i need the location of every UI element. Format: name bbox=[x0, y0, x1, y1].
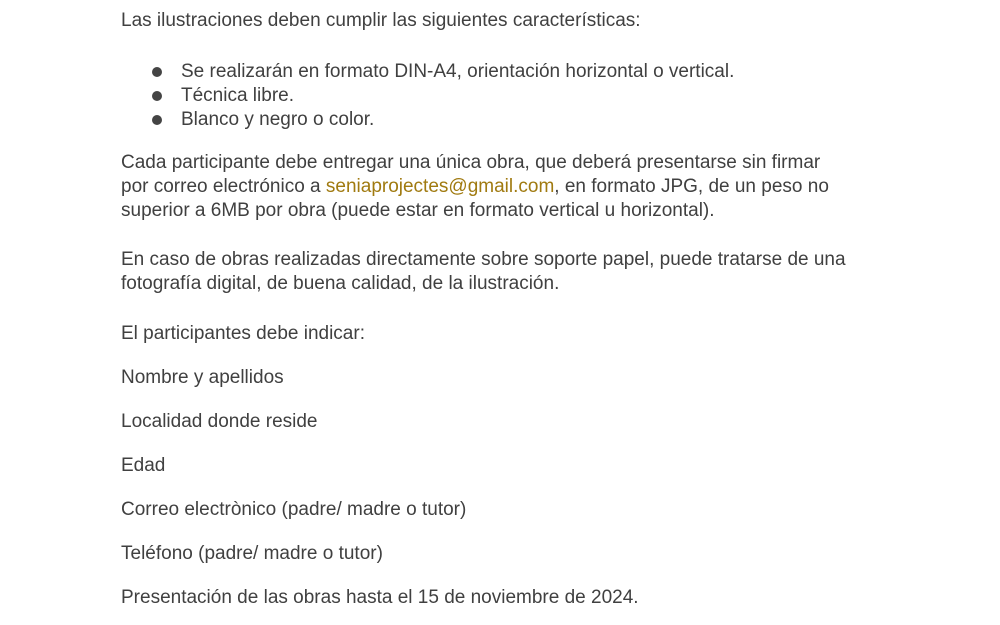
bullet-item-color: Blanco y negro o color. bbox=[181, 109, 375, 130]
bullet-item-technique: Técnica libre. bbox=[181, 85, 294, 106]
submission-line-2-start: por correo electrónico a bbox=[121, 176, 326, 197]
submission-line-3: superior a 6MB por obra (puede estar en formato vertical u horizontal). bbox=[121, 200, 715, 221]
bullet-icon bbox=[152, 91, 162, 101]
bullet-icon bbox=[152, 67, 162, 77]
bullet-item-format: Se realizarán en formato DIN-A4, orientación horizontal o vertical. bbox=[181, 61, 735, 82]
submission-line-2-end: , en formato JPG, de un peso no bbox=[554, 176, 829, 197]
requirement-age: Edad bbox=[121, 455, 166, 476]
requirement-locality: Localidad donde reside bbox=[121, 411, 318, 432]
paper-support-line-1: En caso de obras realizadas directamente sobre soporte papel, puede tratarse de una bbox=[121, 249, 846, 270]
requirements-title: El participantes debe indicar: bbox=[121, 323, 365, 344]
intro-text: Las ilustraciones deben cumplir las siguientes características: bbox=[121, 10, 641, 31]
requirement-email: Correo electrònico (padre/ madre o tutor) bbox=[121, 499, 467, 520]
deadline-text: Presentación de las obras hasta el 15 de noviembre de 2024. bbox=[121, 587, 639, 608]
submission-line-1: Cada participante debe entregar una única obra, que deberá presentarse sin firmar bbox=[121, 152, 821, 173]
paper-support-line-2: fotografía digital, de buena calidad, de la ilustración. bbox=[121, 273, 560, 294]
requirement-name: Nombre y apellidos bbox=[121, 367, 284, 388]
submission-line-2 bbox=[121, 175, 829, 199]
bullet-item-color-icon bbox=[152, 115, 162, 125]
email-link[interactable]: seniaprojectes@gmail.com bbox=[325, 176, 555, 197]
requirement-phone: Teléfono (padre/ madre o tutor) bbox=[121, 543, 383, 564]
